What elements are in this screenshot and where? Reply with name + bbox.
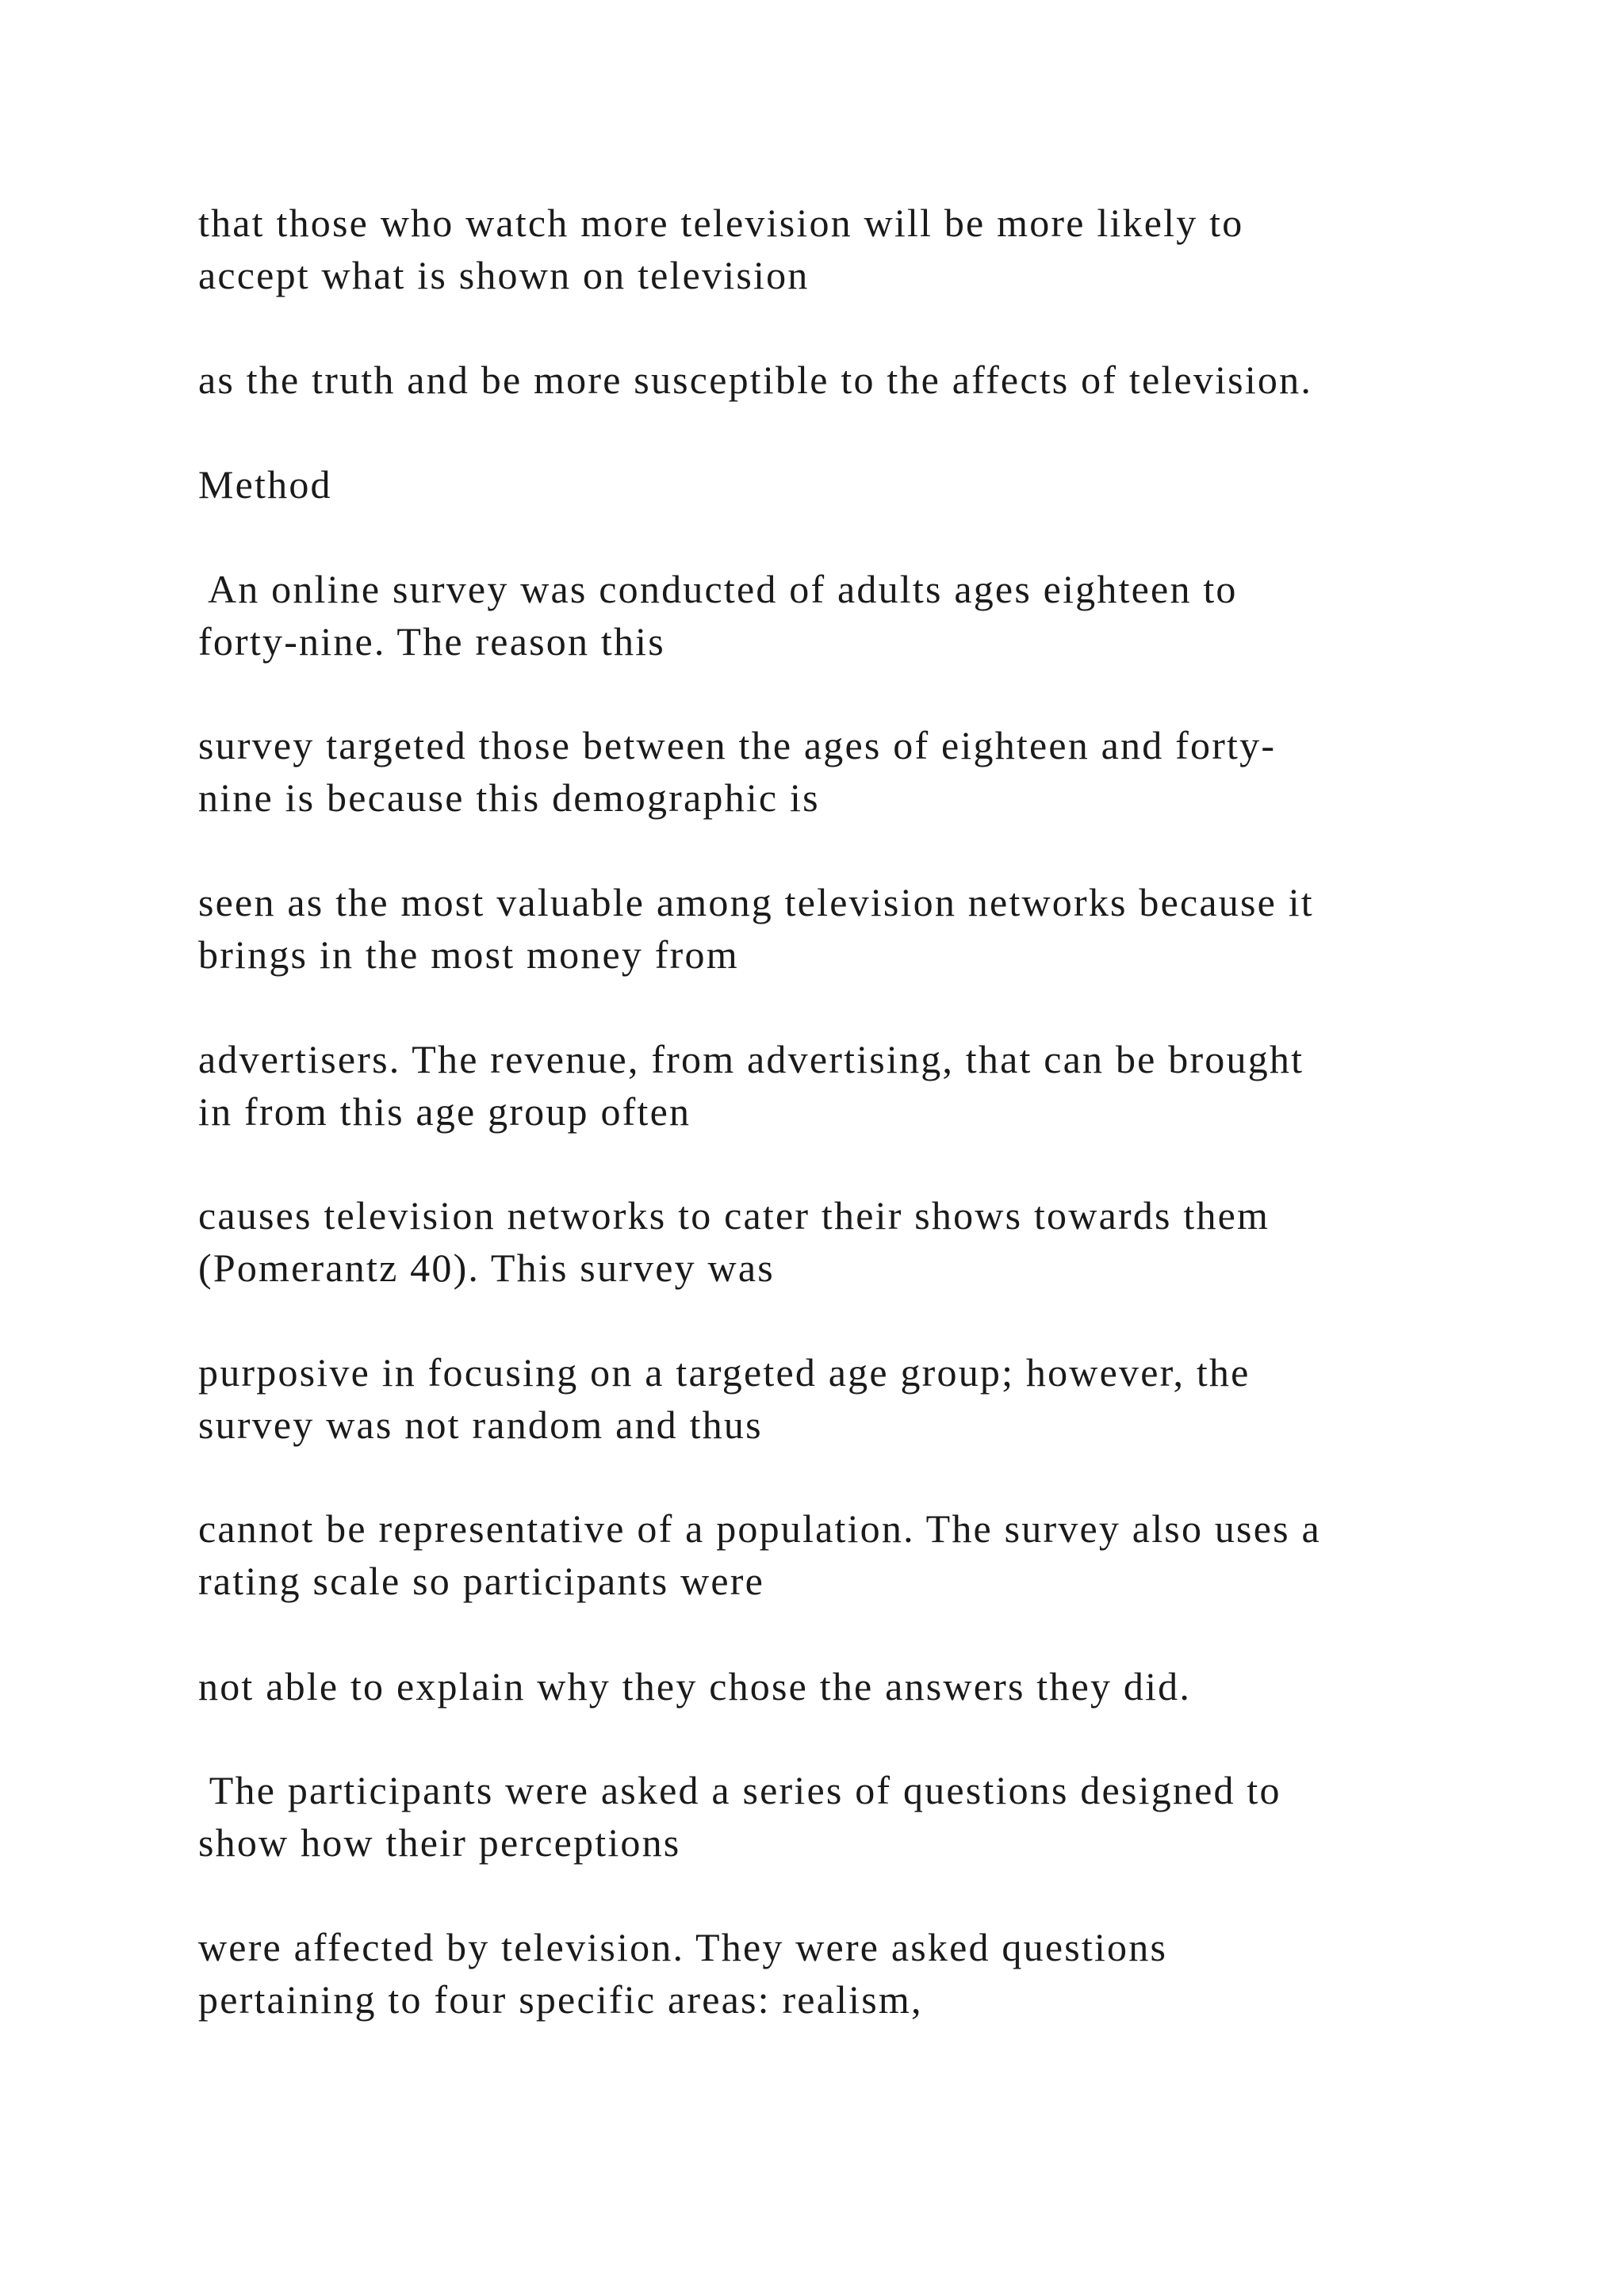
paragraph-8: [198, 1346, 1251, 1451]
paragraph-5: [198, 876, 1314, 981]
text-line: accept what is shown on television: [198, 253, 810, 297]
paragraph-4: [198, 719, 1276, 824]
text-line: cannot be representative of a population. The survey also uses a: [198, 1506, 1321, 1551]
paragraph-6: [198, 1033, 1304, 1138]
text-line: brings in the most money from: [198, 932, 739, 977]
paragraph-11: [198, 1764, 1281, 1869]
paragraph-9: [198, 1502, 1321, 1607]
paragraph-3: [198, 563, 1238, 668]
paragraph-7: [198, 1189, 1270, 1294]
text-line: not able to explain why they chose the answers they did.: [198, 1664, 1192, 1709]
text-line: pertaining to four specific areas: realism,: [198, 1977, 923, 2022]
text-line: Method: [198, 462, 332, 507]
text-line: seen as the most valuable among television networks because it: [198, 880, 1314, 924]
section-heading-method: [198, 458, 332, 511]
text-line: in from this age group often: [198, 1089, 691, 1134]
paragraph-10: [198, 1660, 1191, 1712]
text-line: rating scale so participants were: [198, 1559, 765, 1603]
text-line: causes television networks to cater their shows towards them: [198, 1193, 1270, 1238]
text-line: show how their perceptions: [198, 1820, 681, 1865]
paragraph-2: [198, 354, 1312, 406]
text-line: as the truth and be more susceptible to the affects of television.: [198, 358, 1313, 402]
paragraph-1: [198, 197, 1243, 301]
text-line: An online survey was conducted of adults ages eighteen to: [198, 567, 1238, 611]
text-line: purposive in focusing on a targeted age group; however, the: [198, 1350, 1251, 1395]
text-line: nine is because this demographic is: [198, 775, 820, 820]
text-line: that those who watch more television will be more likely to: [198, 201, 1244, 245]
text-line: survey was not random and thus: [198, 1402, 763, 1447]
text-line: forty-nine. The reason this: [198, 619, 665, 664]
text-line: were affected by television. They were asked questions: [198, 1925, 1168, 1969]
text-line: advertisers. The revenue, from advertising, that can be brought: [198, 1037, 1304, 1081]
text-line: (Pomerantz 40). This survey was: [198, 1246, 775, 1290]
text-line: The participants were asked a series of questions designed to: [198, 1768, 1281, 1812]
paragraph-12: [198, 1921, 1167, 2026]
text-line: survey targeted those between the ages of eighteen and forty-: [198, 723, 1277, 767]
